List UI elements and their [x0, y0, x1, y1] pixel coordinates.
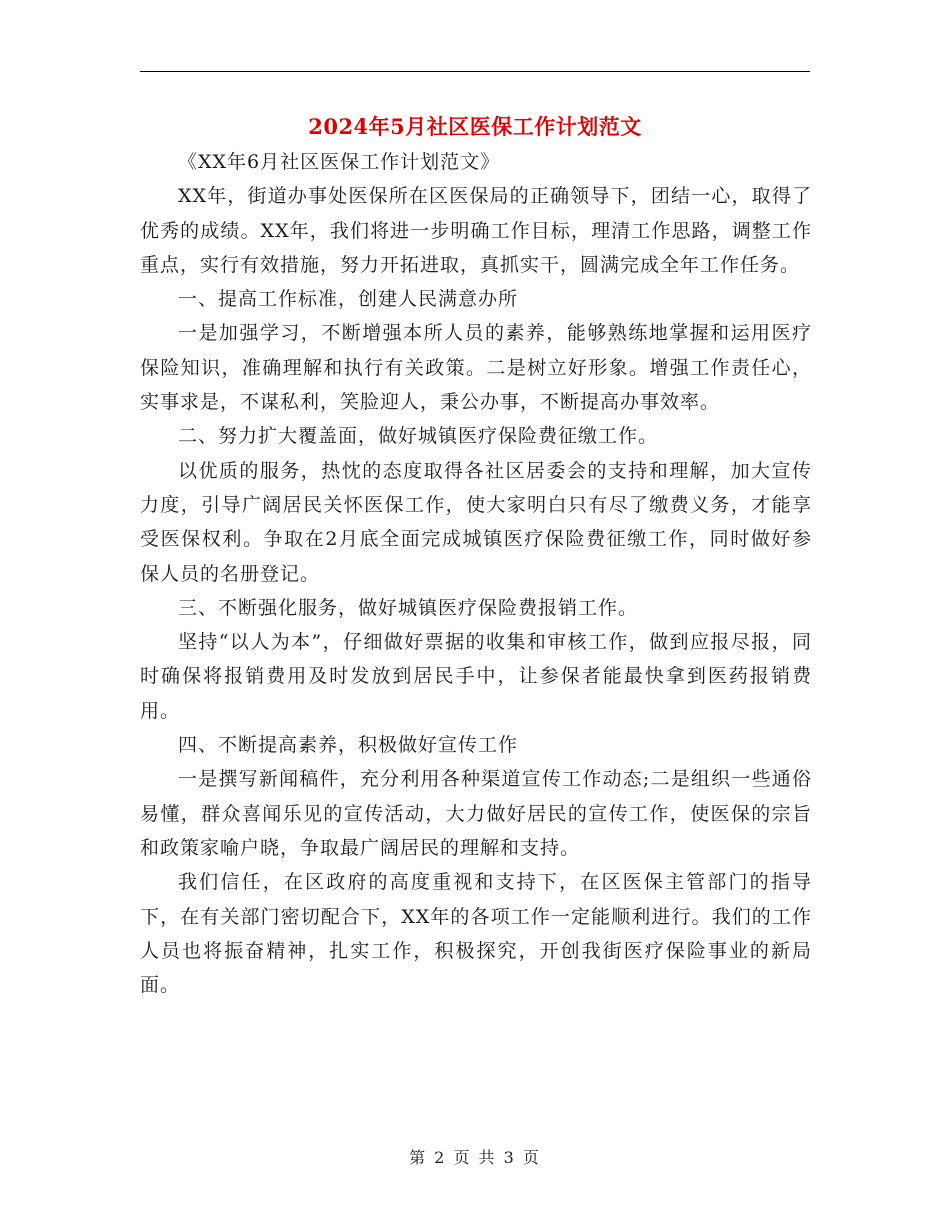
paragraph-conclusion: 我们信任，在区政府的高度重视和支持下，在区医保主管部门的指导下，在有关部门密切配合下，XX年的各项工作一定能顺利进行。我们的工作人员也将振奋精神，扎实工作，积极探究，开创我街医疗保险事业的新局面。 [140, 871, 812, 997]
section-heading-1: 一、提高工作标准，创建人民满意办所 [178, 288, 519, 311]
page-footer: 第 2 页 共 3 页 [409, 1148, 541, 1167]
section-heading-4: 四、不断提高素养，积极做好宣传工作 [178, 734, 519, 757]
paragraph-intro: XX年，街道办事处医保所在区医保局的正确领导下，团结一心，取得了优秀的成绩。XX年，我们将进一步明确工作目标，理清工作思路，调整工作重点，实行有效措施，努力开拓进取，真抓实干，圆满完成全年工作任务。 [140, 185, 812, 276]
paragraph-section-4: 一是撰写新闻稿件，充分利用各种渠道宣传工作动态;二是组织一些通俗易懂，群众喜闻乐见的宣传活动，大力做好居民的宣传工作，使医保的宗旨和政策家喻户晓，争取最广阔居民的理解和支持。 [140, 768, 812, 859]
header-rule [140, 71, 810, 72]
section-heading-3: 三、不断强化服务，做好城镇医疗保险费报销工作。 [178, 596, 639, 619]
paragraph-subtitle: 《XX年6月社区医保工作计划范文》 [178, 151, 501, 173]
paragraph-section-1: 一是加强学习，不断增强本所人员的素养，能够熟练地掌握和运用医疗保险知识，准确理解和执行有关政策。二是树立好形象。增强工作责任心，实事求是，不谋私利，笑脸迎人，秉公办事，不断提高办事效率。 [140, 322, 812, 414]
paragraph-section-2: 以优质的服务，热忱的态度取得各社区居委会的支持和理解，加大宣传力度，引导广阔居民关怀医保工作，使大家明白只有尽了缴费义务，才能享受医保权利。争取在2月底全面完成城镇医疗保险费征缴工作，同时做好参保人员的名册登记。 [140, 459, 812, 585]
section-heading-2: 二、努力扩大覆盖面，做好城镇医疗保险费征缴工作。 [178, 425, 659, 448]
document-body [140, 145, 812, 1002]
paragraph-section-3: 坚持“以人为本”，仔细做好票据的收集和审核工作，做到应报尽报，同时确保将报销费用及时发放到居民手中，让参保者能最快拿到医药报销费用。 [140, 631, 812, 722]
document-title: 2024年5月社区医保工作计划范文 [308, 114, 642, 139]
